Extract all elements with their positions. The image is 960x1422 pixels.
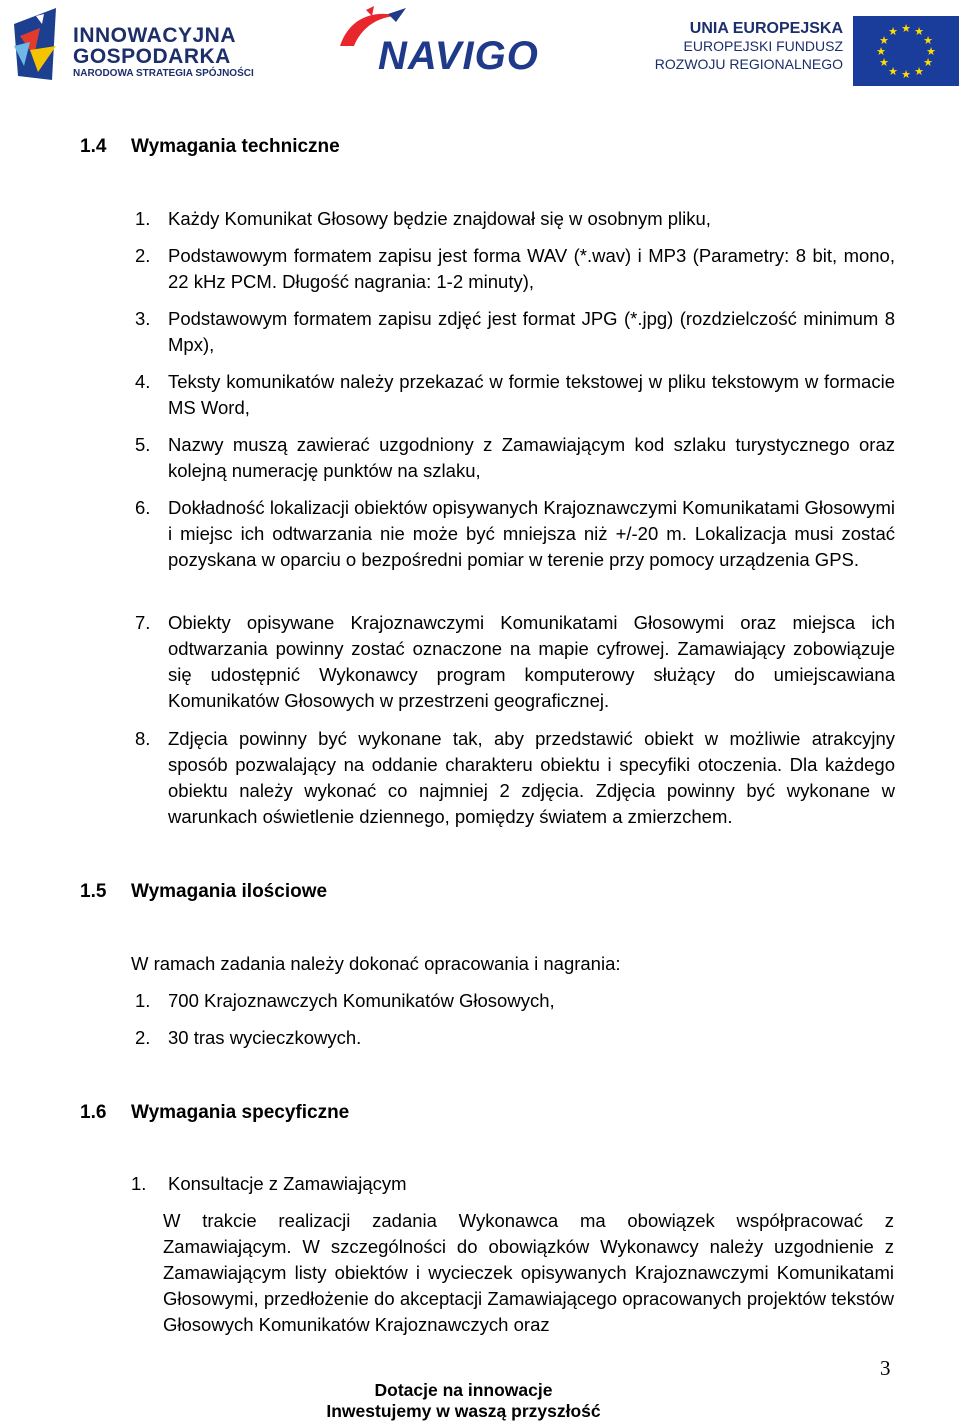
ig-logo-line3: NARODOWA STRATEGIA SPÓJNOŚCI	[73, 68, 254, 79]
svg-text:★: ★	[926, 45, 936, 58]
page-number: 3	[880, 1356, 891, 1380]
ig-logo-line1: INNOWACYJNA	[73, 24, 237, 47]
list-item-number: 1.	[135, 208, 151, 229]
footer-line1: Dotacje na innowacje	[374, 1380, 553, 1400]
svg-text:★: ★	[879, 34, 889, 47]
list-item-number: 2.	[135, 245, 151, 266]
list-item-text: Konsultacje z Zamawiającym	[168, 1173, 407, 1194]
list-item-text: 30 tras wycieczkowych.	[168, 1027, 362, 1048]
section-intro: W ramach zadania należy dokonać opracowania i nagrania:	[131, 953, 621, 974]
svg-text:★: ★	[888, 25, 898, 38]
svg-text:★: ★	[901, 68, 911, 81]
page-footer	[0, 1380, 927, 1422]
list-item	[135, 306, 895, 358]
navigo-logo-text: NAVIGO	[378, 34, 539, 78]
list-item-text: 700 Krajoznawczych Komunikatów Głosowych,	[168, 990, 555, 1011]
list-item-text: Podstawowym formatem zapisu jest forma WAV (*.wav) i MP3 (Parametry: 8 bit, mono, 22 kHz PCM. Długość nagrania: 1-2 minuty),	[168, 245, 895, 292]
list-item-number: 2.	[135, 1027, 151, 1048]
ig-logo-line2: GOSPODARKA	[73, 45, 231, 68]
svg-text:★: ★	[901, 22, 911, 35]
list-item-number: 7.	[135, 612, 151, 633]
list-item	[135, 1025, 895, 1051]
list-item	[135, 610, 895, 714]
list-item-number: 6.	[135, 497, 151, 518]
list-item-text: Podstawowym formatem zapisu zdjęć jest format JPG (*.jpg) (rozdzielczość minimum 8 Mpx),	[168, 308, 895, 355]
section-title: Wymagania techniczne	[131, 136, 340, 157]
list-item-number: 1.	[135, 990, 151, 1011]
section-number: 1.6	[80, 1102, 107, 1123]
section-paragraph: W trakcie realizacji zadania Wykonawca ma obowiązek współpracować z Zamawiającym. W szczególności do obowiązków Wykonawcy należy uzgodnienie z Zamawiającym listy obiektów i wycieczek opisywanych Krajoznawczymi Komunikatami Głosowymi, przedłożenie do akceptacji Zamawiającego opracowanych projektów tekstów Głosowych Komunikatów Krajoznawczych oraz	[163, 1210, 894, 1335]
section-number: 1.4	[80, 136, 107, 157]
list-item	[135, 369, 895, 421]
ig-emblem-icon	[10, 6, 62, 84]
list-item	[135, 495, 895, 573]
svg-text:★: ★	[876, 45, 886, 58]
list-item	[135, 243, 895, 295]
svg-text:★: ★	[914, 65, 924, 78]
section-number: 1.5	[80, 881, 107, 902]
eu-line1: UNIA EUROPEJSKA	[689, 20, 843, 37]
list-item	[135, 206, 895, 232]
list-item-text: Nazwy muszą zawierać uzgodniony z Zamawiającym kod szlaku turystycznego oraz kolejną numerację punktów na szlaku,	[168, 434, 895, 481]
svg-text:★: ★	[879, 56, 889, 69]
list-item-text: Dokładność lokalizacji obiektów opisywanych Krajoznawczymi Komunikatami Głosowymi i miejsc ich odtwarzania nie może być mniejsza niż +/-20 m. Lokalizacja musi zostać pozyskana w oparciu o bezpośredni pomiar w terenie przy pomocy urządzenia GPS.	[168, 497, 895, 570]
list-item-number: 1.	[131, 1173, 147, 1194]
list-item	[135, 726, 895, 830]
list-item-text: Teksty komunikatów należy przekazać w formie tekstowej w pliku tekstowym w formacie MS Word,	[168, 371, 895, 418]
svg-text:★: ★	[914, 25, 924, 38]
svg-text:★: ★	[923, 34, 933, 47]
section-title: Wymagania ilościowe	[131, 881, 328, 902]
footer-line2: Inwestujemy w waszą przyszłość	[326, 1401, 601, 1421]
svg-text:★: ★	[923, 56, 933, 69]
list-item-number: 8.	[135, 728, 151, 749]
list-item-text: Zdjęcia powinny być wykonane tak, aby przedstawić obiekt w możliwie atrakcyjny sposób pozwalający na oddanie charakteru obiektu i specyfiki otoczenia. Dla każdego obiektu należy wykonać co najmniej 2 zdjęcia. Zdjęcia powinny być wykonane w warunkach oświetlenie dziennego, pomiędzy światem a zmierzchem.	[168, 728, 895, 827]
list-item-number: 3.	[135, 308, 151, 329]
list-item	[131, 1171, 891, 1197]
list-item-number: 5.	[135, 434, 151, 455]
list-item	[135, 432, 895, 484]
eu-flag-icon	[853, 16, 959, 86]
svg-text:★: ★	[888, 65, 898, 78]
list-item-text: Obiekty opisywane Krajoznawczymi Komunikatami Głosowymi oraz miejsca ich odtwarzania powinny zostać oznaczone na mapie cyfrowej. Zamawiający zobowiązuje się udostępnić Wykonawcy program komputerowy służący do umiejscawiana Komunikatów Głosowych w przestrzeni geograficznej.	[168, 612, 895, 711]
section-title: Wymagania specyficzne	[131, 1102, 350, 1123]
eu-logo	[655, 16, 955, 86]
innowacyjna-gospodarka-logo	[10, 6, 254, 86]
navigo-logo	[336, 4, 561, 84]
page-header	[0, 0, 960, 95]
list-item	[135, 988, 895, 1014]
list-item-text: Każdy Komunikat Głosowy będzie znajdował się w osobnym pliku,	[168, 208, 711, 229]
eu-line3: ROZWOJU REGIONALNEGO	[654, 56, 843, 72]
list-item-number: 4.	[135, 371, 151, 392]
eu-line2: EUROPEJSKI FUNDUSZ	[683, 38, 843, 54]
